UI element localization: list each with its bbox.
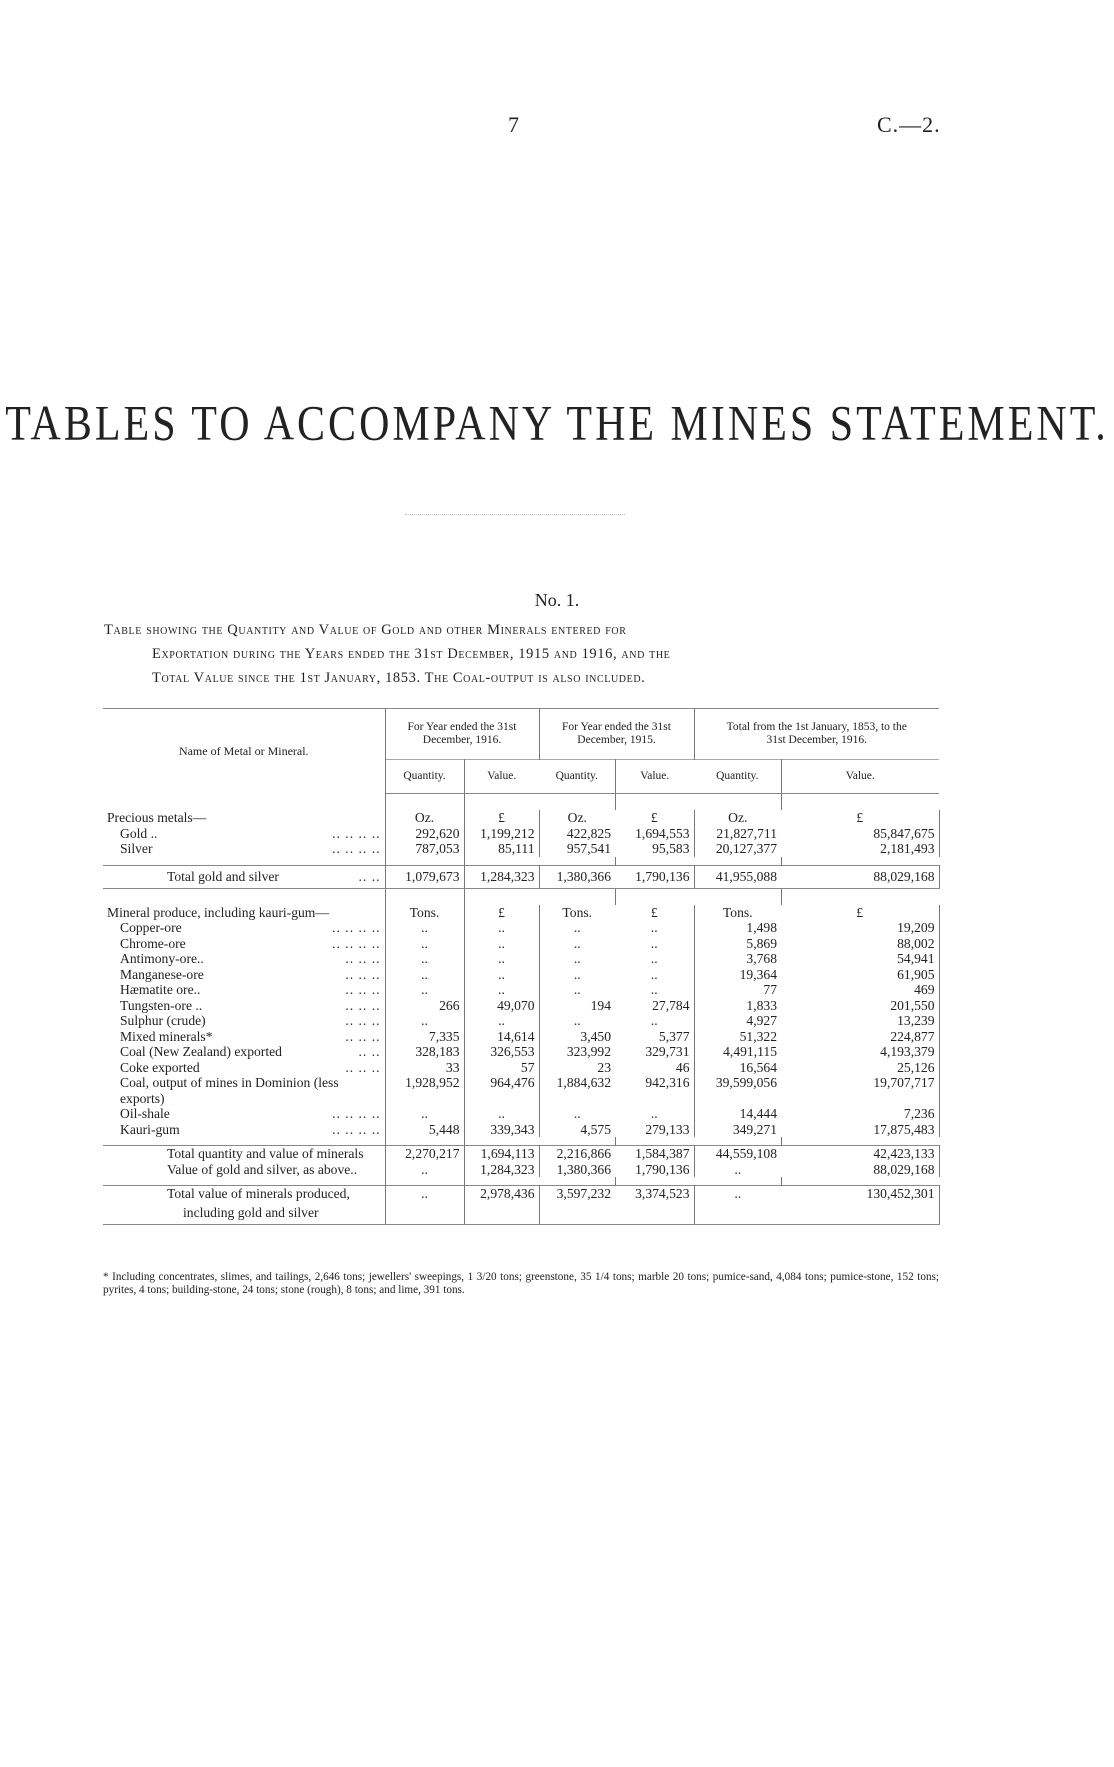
gap-c-blank-1 bbox=[385, 888, 464, 905]
mineral-row-4-label bbox=[103, 967, 385, 983]
mineral-row-5-name: Hæmatite ore.. bbox=[120, 982, 201, 997]
mineral-row-12-col-6 bbox=[781, 1091, 939, 1107]
caption-line-2: Exportation during the Years ended the 31st December, 1915 and 1916, and the bbox=[152, 646, 671, 662]
grand-total-l2-blank-2 bbox=[539, 1202, 615, 1225]
precious-total-col-1: 1,079,673 bbox=[385, 865, 464, 888]
mineral-row-9-name: Coal (New Zealand) exported bbox=[120, 1044, 282, 1059]
gap-e-blank-4 bbox=[615, 1177, 694, 1186]
mineral-row-3-label bbox=[103, 951, 385, 967]
grand-total-l2-blank-3 bbox=[615, 1202, 694, 1225]
mineral-row-10-label bbox=[103, 1060, 385, 1076]
mineral-units-col-2: £ bbox=[464, 905, 539, 921]
gap-a-blank-1 bbox=[385, 794, 464, 811]
mineral-row-10-leader-dots: .. .. .. bbox=[345, 1059, 381, 1075]
mineral-row-1-col-5: 1,498 bbox=[746, 920, 777, 935]
precious-row-1-col-5: 21,827,711 bbox=[716, 825, 777, 841]
mineral-row-4-name: Manganese-ore bbox=[120, 966, 204, 982]
mineral-row-5-col-1: .. bbox=[385, 982, 464, 998]
gap-d-blank-0 bbox=[103, 1137, 385, 1146]
mineral-row-3-col-2: .. bbox=[464, 951, 539, 967]
mineral-row-5-label bbox=[103, 982, 385, 998]
mineral-row-2-col-5: 5,869 bbox=[746, 935, 777, 951]
mineral-row-14-name: Kauri-gum bbox=[120, 1121, 180, 1137]
mineral-row-14-col-2: 339,343 bbox=[464, 1122, 539, 1138]
mineral-row-13-name: Oil-shale bbox=[120, 1106, 170, 1121]
mineral-total-2-col-2: 1,284,323 bbox=[464, 1162, 539, 1178]
mineral-row-13-col-6: 7,236 bbox=[781, 1106, 939, 1122]
mineral-row-14-leader-dots: .. .. .. .. bbox=[332, 1121, 381, 1137]
mineral-row-13-col-3: .. bbox=[573, 1106, 581, 1121]
mineral-row-10-col-4: 46 bbox=[615, 1060, 694, 1076]
mineral-row-2-name: Chrome-ore bbox=[120, 935, 186, 951]
mineral-total-2-col-6: 88,029,168 bbox=[781, 1162, 939, 1178]
mineral-row-13-col-1: .. bbox=[385, 1106, 464, 1122]
mineral-row-1-name: Copper-ore bbox=[120, 920, 182, 935]
grand-total-l2-blank-1 bbox=[464, 1202, 539, 1225]
mineral-row-1-col-3: .. bbox=[573, 920, 581, 935]
precious-units-col-1: Oz. bbox=[385, 810, 464, 826]
grand-total-col-4: 3,374,523 bbox=[615, 1186, 694, 1202]
gap-b-blank-2 bbox=[464, 857, 539, 866]
gap-c-blank-3 bbox=[539, 888, 615, 905]
precious-row-1-col-3: 422,825 bbox=[566, 825, 611, 841]
mineral-row-14-col-5: 349,271 bbox=[732, 1121, 777, 1137]
precious-row-2-col-2: 85,111 bbox=[464, 841, 539, 857]
grand-total-col-2: 2,978,436 bbox=[464, 1186, 539, 1202]
mineral-row-3-col-3: .. bbox=[573, 951, 581, 966]
sub-header-2: Value. bbox=[464, 760, 539, 794]
grand-total-col-6: 130,452,301 bbox=[781, 1186, 939, 1202]
mineral-row-11-label bbox=[103, 1075, 385, 1091]
mineral-row-3-col-4: .. bbox=[615, 951, 694, 967]
precious-units-col-6: £ bbox=[781, 810, 939, 826]
mineral-row-2-col-2: .. bbox=[464, 936, 539, 952]
mineral-units-col-3: Tons. bbox=[562, 904, 593, 920]
mineral-row-7-col-5: 4,927 bbox=[746, 1013, 777, 1028]
period-header-total: Total from the 1st January, 1853, to the 31st December, 1916. bbox=[694, 709, 939, 760]
mineral-row-6-col-6: 201,550 bbox=[781, 998, 939, 1014]
mineral-row-8-col-2: 14,614 bbox=[464, 1029, 539, 1045]
precious-units-col-2: £ bbox=[464, 810, 539, 826]
precious-heading: Precious metals— bbox=[103, 810, 385, 826]
gap-a-blank-4 bbox=[615, 794, 694, 811]
mineral-row-9-col-5: 4,491,115 bbox=[723, 1044, 777, 1059]
mineral-row-14-col-3: 4,575 bbox=[580, 1121, 611, 1137]
mineral-row-11-col-6: 19,707,717 bbox=[781, 1075, 939, 1091]
mineral-row-9-leader-dots: .. .. bbox=[358, 1044, 381, 1059]
mineral-row-9-col-4: 329,731 bbox=[615, 1044, 694, 1060]
name-column-header: Name of Metal or Mineral. bbox=[103, 709, 385, 794]
gap-c-blank-5 bbox=[694, 888, 781, 905]
mineral-row-5-col-5: 77 bbox=[763, 982, 777, 997]
mineral-row-14-col-1: 5,448 bbox=[385, 1122, 464, 1138]
mineral-row-9-col-3: 323,992 bbox=[566, 1044, 611, 1059]
precious-row-1-label bbox=[103, 826, 385, 842]
mineral-row-14-col-4: 279,133 bbox=[615, 1122, 694, 1138]
mineral-row-5-col-6: 469 bbox=[781, 982, 939, 998]
minerals-table bbox=[103, 708, 940, 1225]
gap-a-blank-3 bbox=[539, 794, 615, 811]
gap-e-blank-5 bbox=[694, 1177, 781, 1186]
mineral-row-8-col-1: 7,335 bbox=[385, 1029, 464, 1045]
mineral-row-7-col-6: 13,239 bbox=[781, 1013, 939, 1029]
mineral-row-6-name: Tungsten-ore .. bbox=[120, 997, 203, 1013]
precious-units-col-3: Oz. bbox=[567, 810, 587, 825]
mineral-total-1-col-6: 42,423,133 bbox=[781, 1146, 939, 1162]
mineral-row-7-label bbox=[103, 1013, 385, 1029]
mineral-row-5-col-3: .. bbox=[573, 982, 581, 997]
precious-row-2-col-3: 957,541 bbox=[566, 841, 611, 856]
gap-c-blank-0 bbox=[103, 888, 385, 905]
mineral-row-1-leader-dots: .. .. .. .. bbox=[332, 920, 381, 935]
mineral-row-12-col-4 bbox=[615, 1091, 694, 1107]
footnote: * Including concentrates, slimes, and tailings, 2,646 tons; jewellers' sweepings, 1 3/20 tons; greenstone, 35 1/4 tons; marble 20 tons; pumice-sand, 4,084 tons; pumice-stone, 152 tons; pyrites, 4 tons; building-stone, 24 tons; stone (rough), 8 tons; and lime, 391 tons. bbox=[103, 1271, 939, 1296]
mineral-row-8-leader-dots: .. .. .. bbox=[345, 1028, 381, 1044]
mineral-row-7-col-2: .. bbox=[464, 1013, 539, 1029]
mineral-row-11-col-2: 964,476 bbox=[464, 1075, 539, 1091]
caption-line-1: Table showing the Quantity and Value of Gold and other Minerals entered for bbox=[104, 622, 627, 638]
mineral-row-11-col-5: 39,599,056 bbox=[715, 1075, 777, 1090]
main-title: TABLES TO ACCOMPANY THE MINES STATEMENT. bbox=[5, 396, 1109, 452]
precious-row-1-col-1: 292,620 bbox=[385, 826, 464, 842]
mineral-row-11-col-3: 1,884,632 bbox=[556, 1075, 611, 1090]
gap-b-blank-1 bbox=[385, 857, 464, 866]
precious-total-leader-dots: .. .. bbox=[358, 868, 381, 884]
mineral-row-6-col-3: 194 bbox=[590, 997, 611, 1013]
period-header-1915: For Year ended the 31st December, 1915. bbox=[539, 709, 694, 760]
mineral-row-2-col-1: .. bbox=[385, 936, 464, 952]
mineral-row-4-col-4: .. bbox=[615, 967, 694, 983]
gap-d-blank-3 bbox=[539, 1137, 615, 1146]
grand-total-col-3: 3,597,232 bbox=[539, 1186, 615, 1202]
precious-total-col-2: 1,284,323 bbox=[464, 865, 539, 888]
grand-total-col-1: .. bbox=[385, 1186, 464, 1202]
mineral-total-2-col-5: .. bbox=[734, 1161, 742, 1177]
mineral-row-1-col-2: .. bbox=[464, 920, 539, 936]
sub-header-5: Quantity. bbox=[694, 760, 781, 794]
mineral-row-7-leader-dots: .. .. .. bbox=[345, 1013, 381, 1028]
mineral-row-8-col-3: 3,450 bbox=[580, 1028, 611, 1044]
precious-row-2-col-4: 95,583 bbox=[615, 841, 694, 857]
gap-e-blank-2 bbox=[464, 1177, 539, 1186]
grand-total-l2-blank-4 bbox=[694, 1202, 781, 1225]
mineral-units-col-4: £ bbox=[615, 905, 694, 921]
gap-b-blank-0 bbox=[103, 857, 385, 866]
caption-line-3: Total Value since the 1st January, 1853. The Coal-output is also included. bbox=[152, 670, 646, 686]
precious-row-2-col-5: 20,127,377 bbox=[715, 841, 777, 856]
mineral-row-5-col-4: .. bbox=[615, 982, 694, 998]
mineral-row-4-col-6: 61,905 bbox=[781, 967, 939, 983]
mineral-row-3-name: Antimony-ore.. bbox=[120, 951, 204, 966]
gap-a-blank-2 bbox=[464, 794, 539, 811]
precious-total-col-3: 1,380,366 bbox=[539, 865, 615, 888]
mineral-heading: Mineral produce, including kauri-gum— bbox=[103, 905, 385, 921]
grand-total-col-5: .. bbox=[694, 1186, 781, 1202]
gap-a-blank-6 bbox=[781, 794, 939, 811]
precious-total-name: Total gold and silver bbox=[167, 868, 279, 884]
mineral-row-6-col-2: 49,070 bbox=[464, 998, 539, 1014]
precious-total-col-4: 1,790,136 bbox=[615, 865, 694, 888]
table-caption bbox=[104, 618, 936, 690]
mineral-total-1-name: Total quantity and value of minerals bbox=[103, 1146, 385, 1162]
gap-d-blank-1 bbox=[385, 1137, 464, 1146]
precious-row-1-col-4: 1,694,553 bbox=[615, 826, 694, 842]
mineral-row-4-col-3: .. bbox=[573, 966, 581, 982]
sub-header-4: Value. bbox=[615, 760, 694, 794]
table-number: No. 1. bbox=[534, 590, 580, 610]
gap-e-blank-6 bbox=[781, 1177, 939, 1186]
gap-e-blank-1 bbox=[385, 1177, 464, 1186]
title-divider bbox=[405, 514, 625, 515]
mineral-row-12-col-5 bbox=[694, 1091, 781, 1107]
mineral-row-10-col-2: 57 bbox=[464, 1060, 539, 1076]
mineral-total-2-col-3: 1,380,366 bbox=[556, 1161, 611, 1177]
precious-row-2-leader-dots: .. .. .. .. bbox=[332, 841, 381, 856]
mineral-row-10-col-6: 25,126 bbox=[781, 1060, 939, 1076]
mineral-row-9-col-6: 4,193,379 bbox=[781, 1044, 939, 1060]
mineral-row-6-leader-dots: .. .. .. bbox=[345, 997, 381, 1013]
mineral-row-9-col-2: 326,553 bbox=[464, 1044, 539, 1060]
gap-c-blank-2 bbox=[464, 888, 539, 905]
mineral-row-10-col-3: 23 bbox=[597, 1059, 611, 1075]
mineral-row-2-label bbox=[103, 936, 385, 952]
mineral-row-3-col-1: .. bbox=[385, 951, 464, 967]
mineral-row-10-name: Coke exported bbox=[120, 1059, 200, 1075]
mineral-row-5-leader-dots: .. .. .. bbox=[345, 982, 381, 997]
precious-total-col-6: 88,029,168 bbox=[781, 865, 939, 888]
mineral-units-col-5: Tons. bbox=[722, 904, 753, 920]
mineral-row-13-col-2: .. bbox=[464, 1106, 539, 1122]
mineral-row-6-col-4: 27,784 bbox=[615, 998, 694, 1014]
mineral-row-11-col-4: 942,316 bbox=[615, 1075, 694, 1091]
mineral-row-4-leader-dots: .. .. .. bbox=[345, 966, 381, 982]
grand-total-name-line-1: Total value of minerals produced, bbox=[103, 1186, 385, 1202]
mineral-row-4-col-1: .. bbox=[385, 967, 464, 983]
mineral-row-13-label bbox=[103, 1106, 385, 1122]
mineral-total-1-col-3: 2,216,866 bbox=[539, 1146, 615, 1162]
mineral-row-7-name: Sulphur (crude) bbox=[120, 1013, 206, 1028]
gap-b-blank-6 bbox=[781, 857, 939, 866]
mineral-row-2-leader-dots: .. .. .. .. bbox=[332, 935, 381, 951]
mineral-row-7-col-4: .. bbox=[615, 1013, 694, 1029]
mineral-row-12-label bbox=[103, 1091, 385, 1107]
mineral-total-1-col-1: 2,270,217 bbox=[385, 1146, 464, 1162]
mineral-row-1-col-1: .. bbox=[385, 920, 464, 936]
mineral-row-9-col-1: 328,183 bbox=[385, 1044, 464, 1060]
mineral-total-2-col-4: 1,790,136 bbox=[615, 1162, 694, 1178]
gap-c-blank-4 bbox=[615, 888, 694, 905]
gap-b-blank-4 bbox=[615, 857, 694, 866]
mineral-row-1-col-6: 19,209 bbox=[781, 920, 939, 936]
mineral-row-12-col-3 bbox=[539, 1091, 615, 1107]
mineral-row-7-col-1: .. bbox=[385, 1013, 464, 1029]
mineral-row-4-col-5: 19,364 bbox=[739, 966, 777, 982]
mineral-row-10-col-1: 33 bbox=[385, 1060, 464, 1076]
precious-total-col-5: 41,955,088 bbox=[694, 865, 781, 888]
mineral-row-4-col-2: .. bbox=[464, 967, 539, 983]
mineral-row-13-col-4: .. bbox=[615, 1106, 694, 1122]
mineral-row-2-col-4: .. bbox=[615, 936, 694, 952]
mineral-row-8-col-5: 51,322 bbox=[739, 1028, 777, 1044]
period-header-1916: For Year ended the 31st December, 1916. bbox=[385, 709, 539, 760]
sub-header-6: Value. bbox=[781, 760, 939, 794]
mineral-row-8-col-6: 224,877 bbox=[781, 1029, 939, 1045]
mineral-row-14-col-6: 17,875,483 bbox=[781, 1122, 939, 1138]
mineral-row-8-label bbox=[103, 1029, 385, 1045]
gap-c-blank-6 bbox=[781, 888, 939, 905]
mineral-total-2-col-1: .. bbox=[385, 1162, 464, 1178]
grand-total-l2-blank-5 bbox=[781, 1202, 939, 1225]
mineral-row-8-name: Mixed minerals* bbox=[120, 1028, 213, 1044]
mineral-row-6-col-1: 266 bbox=[385, 998, 464, 1014]
mineral-row-12-col-1 bbox=[385, 1091, 464, 1107]
mineral-row-5-col-2: .. bbox=[464, 982, 539, 998]
mineral-row-13-col-5: 14,444 bbox=[739, 1106, 777, 1121]
mineral-row-1-label bbox=[103, 920, 385, 936]
document-code: C.—2. bbox=[877, 112, 941, 137]
gap-e-blank-0 bbox=[103, 1177, 385, 1186]
precious-row-1-leader-dots: .. .. .. .. bbox=[332, 825, 381, 841]
mineral-total-1-col-5: 44,559,108 bbox=[694, 1146, 781, 1162]
grand-total-l2-blank-0 bbox=[385, 1202, 464, 1225]
mineral-row-3-col-5: 3,768 bbox=[746, 951, 777, 966]
gap-a-blank-5 bbox=[694, 794, 781, 811]
precious-row-1-col-6: 85,847,675 bbox=[781, 826, 939, 842]
gap-a-blank-0 bbox=[103, 794, 385, 811]
mineral-row-6-label bbox=[103, 998, 385, 1014]
mineral-row-11-col-1: 1,928,952 bbox=[385, 1075, 464, 1091]
precious-units-col-4: £ bbox=[615, 810, 694, 826]
gap-d-blank-4 bbox=[615, 1137, 694, 1146]
precious-units-col-5: Oz. bbox=[728, 810, 748, 825]
precious-row-1-name: Gold .. bbox=[120, 825, 158, 841]
page-number: 7 bbox=[508, 112, 519, 137]
gap-d-blank-5 bbox=[694, 1137, 781, 1146]
mineral-row-2-col-3: .. bbox=[573, 935, 581, 951]
mineral-total-2-name: Value of gold and silver, as above.. bbox=[103, 1162, 385, 1178]
precious-row-2-col-6: 2,181,493 bbox=[781, 841, 939, 857]
mineral-row-12-col-2 bbox=[464, 1091, 539, 1107]
mineral-row-11-name: Coal, output of mines in Dominion (less bbox=[120, 1075, 339, 1090]
mineral-row-6-col-5: 1,833 bbox=[746, 997, 777, 1013]
precious-total-label bbox=[103, 865, 385, 888]
mineral-total-1-col-2: 1,694,113 bbox=[464, 1146, 539, 1162]
mineral-row-3-col-6: 54,941 bbox=[781, 951, 939, 967]
precious-row-2-label bbox=[103, 841, 385, 857]
mineral-row-13-leader-dots: .. .. .. .. bbox=[332, 1106, 381, 1121]
mineral-units-col-6: £ bbox=[781, 905, 939, 921]
precious-row-2-name: Silver bbox=[120, 841, 153, 856]
mineral-row-1-col-4: .. bbox=[615, 920, 694, 936]
mineral-row-10-col-5: 16,564 bbox=[739, 1059, 777, 1075]
mineral-row-14-label bbox=[103, 1122, 385, 1138]
mineral-row-12-name: exports) bbox=[120, 1090, 165, 1106]
gap-d-blank-2 bbox=[464, 1137, 539, 1146]
mineral-row-8-col-4: 5,377 bbox=[615, 1029, 694, 1045]
mineral-total-1-col-4: 1,584,387 bbox=[615, 1146, 694, 1162]
sub-header-3: Quantity. bbox=[539, 760, 615, 794]
gap-d-blank-6 bbox=[781, 1137, 939, 1146]
gap-b-blank-5 bbox=[694, 857, 781, 866]
mineral-row-9-label bbox=[103, 1044, 385, 1060]
mineral-units-col-1: Tons. bbox=[385, 905, 464, 921]
mineral-row-3-leader-dots: .. .. .. bbox=[345, 951, 381, 966]
precious-row-1-col-2: 1,199,212 bbox=[464, 826, 539, 842]
sub-header-1: Quantity. bbox=[385, 760, 464, 794]
mineral-row-7-col-3: .. bbox=[573, 1013, 581, 1028]
grand-total-name-line-2: including gold and silver bbox=[103, 1202, 385, 1225]
mineral-row-2-col-6: 88,002 bbox=[781, 936, 939, 952]
precious-row-2-col-1: 787,053 bbox=[385, 841, 464, 857]
gap-b-blank-3 bbox=[539, 857, 615, 866]
gap-e-blank-3 bbox=[539, 1177, 615, 1186]
